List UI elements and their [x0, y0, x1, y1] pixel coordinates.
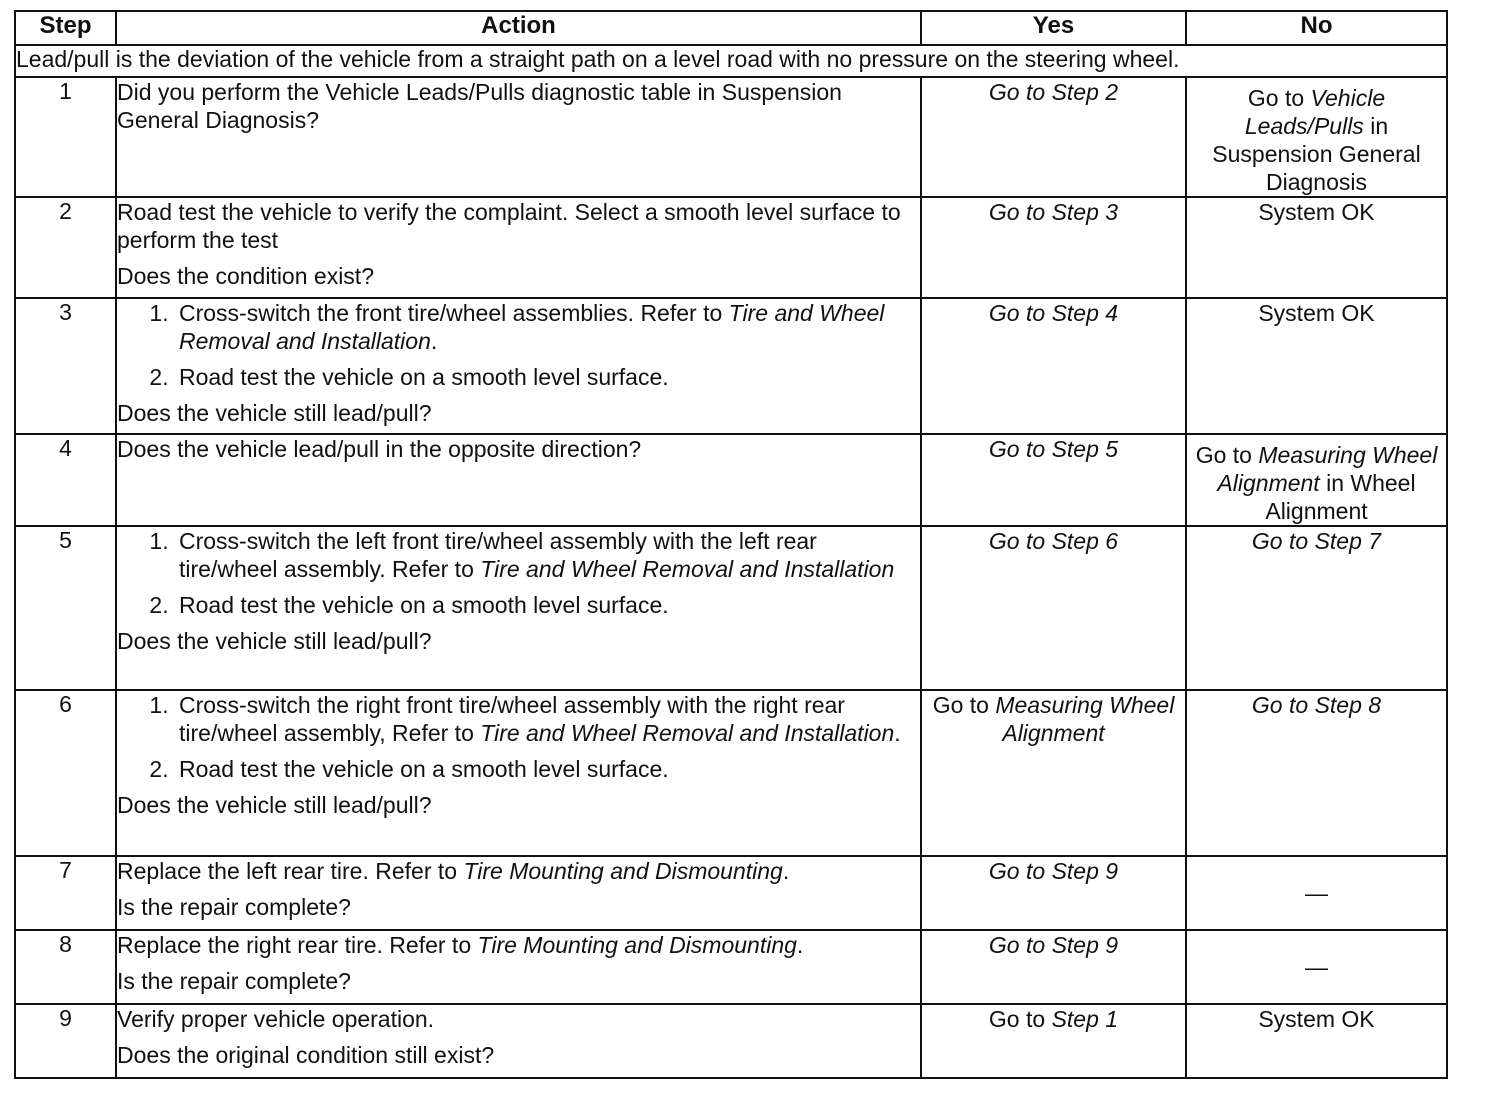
reference-link: Tire and Wheel Removal and Installation — [480, 720, 895, 746]
reference-link: Tire and Wheel Removal and Installation — [179, 300, 885, 354]
table-row — [15, 197, 1447, 298]
procedure-list — [117, 299, 920, 391]
action-question: Is the repair complete? — [117, 894, 351, 920]
action-question: Does the original condition still exist? — [117, 1042, 495, 1068]
reference-link: Tire Mounting and Dismounting — [477, 932, 797, 958]
no-cell: Go to Measuring Wheel Alignment in Wheel Alignment — [1186, 434, 1447, 526]
procedure-item: 1. Cross-switch the left front tire/wheel assembly with the left rear tire/wheel assembly. Refer to Tire and Wheel Removal and Installation — [175, 527, 920, 583]
yes-goto: Go to Step 4 — [988, 300, 1119, 326]
step-number: 2 — [15, 197, 116, 298]
no-dash: — — [1305, 954, 1328, 980]
table-row — [15, 930, 1447, 1004]
reference-link: Tire and Wheel Removal and Installation — [480, 556, 895, 582]
action-text — [116, 77, 921, 197]
yes-goto: Go to Step 6 — [988, 528, 1119, 554]
action-question: Does the vehicle lead/pull in the opposite direction? — [117, 436, 642, 462]
intro-text: Lead/pull is the deviation of the vehicle from a straight path on a level road with no pressure on the steering wheel. — [15, 45, 1447, 77]
action-instruction: Road test the vehicle to verify the complaint. Select a smooth level surface to perform the test — [117, 199, 901, 253]
step-number: 5 — [15, 526, 116, 690]
yes-cell — [921, 77, 1186, 197]
yes-cell: Go to Step 1 — [921, 1004, 1186, 1078]
no-dash: — — [1305, 880, 1328, 906]
action-question: Does the condition exist? — [117, 263, 374, 289]
yes-cell — [921, 856, 1186, 930]
yes-cell — [921, 930, 1186, 1004]
procedure-item: 2. Road test the vehicle on a smooth level surface. — [175, 591, 920, 619]
step-number: 1 — [15, 77, 116, 197]
yes-goto: Go to Step 2 — [988, 79, 1119, 105]
table-row — [15, 856, 1447, 930]
yes-goto: Go to Step 9 — [988, 858, 1119, 884]
no-cell — [1186, 298, 1447, 434]
header-row — [15, 11, 1447, 45]
yes-cell — [921, 197, 1186, 298]
table-row — [15, 434, 1447, 526]
action-question: Does the vehicle still lead/pull? — [117, 400, 432, 426]
reference-link: Measuring Wheel Alignment — [995, 692, 1175, 746]
yes-goto: Go to Step 9 — [988, 932, 1119, 958]
table-row — [15, 690, 1447, 856]
action-text — [116, 434, 921, 526]
header-step: Step — [15, 11, 116, 45]
reference-link: Vehicle Leads/Pulls — [1244, 85, 1386, 139]
yes-cell — [921, 298, 1186, 434]
header-yes: Yes — [921, 11, 1186, 45]
reference-link: Tire Mounting and Dismounting — [463, 858, 783, 884]
action-text — [116, 690, 921, 856]
action-text — [116, 526, 921, 690]
table-row — [15, 526, 1447, 690]
header-no: No — [1186, 11, 1447, 45]
action-instruction: Verify proper vehicle operation. — [117, 1006, 435, 1032]
procedure-item: 2. Road test the vehicle on a smooth level surface. — [175, 363, 920, 391]
no-cell — [1186, 197, 1447, 298]
no-cell — [1186, 526, 1447, 690]
yes-cell — [921, 526, 1186, 690]
action-text — [116, 197, 921, 298]
no-cell — [1186, 856, 1447, 930]
step-number: 4 — [15, 434, 116, 526]
procedure-list — [117, 691, 920, 783]
diagnostic-table — [14, 10, 1448, 1079]
yes-cell: Go to Measuring Wheel Alignment — [921, 690, 1186, 856]
step-number: 8 — [15, 930, 116, 1004]
reference-link: Step 1 — [1051, 1006, 1119, 1032]
action-question: Did you perform the Vehicle Leads/Pulls diagnostic table in Suspension General Diagnosis? — [117, 79, 842, 133]
no-goto: Go to Step 8 — [1251, 692, 1382, 718]
procedure-item: 2. Road test the vehicle on a smooth level surface. — [175, 755, 920, 783]
yes-cell — [921, 434, 1186, 526]
table-row — [15, 1004, 1447, 1078]
action-text — [116, 1004, 921, 1078]
no-result: System OK — [1258, 300, 1375, 326]
intro-row — [15, 45, 1447, 77]
no-result: System OK — [1258, 1006, 1375, 1032]
step-number: 9 — [15, 1004, 116, 1078]
yes-goto: Go to Step 5 — [988, 436, 1119, 462]
reference-link: Measuring Wheel Alignment — [1217, 442, 1438, 496]
procedure-item: 1. Cross-switch the right front tire/wheel assembly with the right rear tire/wheel assembly, Refer to Tire and Wheel Removal and Installation. — [175, 691, 920, 747]
action-text — [116, 930, 921, 1004]
table-row — [15, 77, 1447, 197]
yes-goto: Go to Step 3 — [988, 199, 1119, 225]
step-number: 6 — [15, 690, 116, 856]
step-number: 3 — [15, 298, 116, 434]
action-text — [116, 856, 921, 930]
header-action: Action — [116, 11, 921, 45]
procedure-item: 1. Cross-switch the front tire/wheel assemblies. Refer to Tire and Wheel Removal and Installation. — [175, 299, 920, 355]
action-question: Does the vehicle still lead/pull? — [117, 792, 432, 818]
action-instruction: Replace the left rear tire. Refer to Tire Mounting and Dismounting. — [117, 858, 790, 884]
procedure-list — [117, 527, 920, 619]
no-cell — [1186, 930, 1447, 1004]
step-number: 7 — [15, 856, 116, 930]
no-result: System OK — [1258, 199, 1375, 225]
action-question: Does the vehicle still lead/pull? — [117, 628, 432, 654]
action-question: Is the repair complete? — [117, 968, 351, 994]
no-cell — [1186, 1004, 1447, 1078]
no-cell — [1186, 690, 1447, 856]
table-row — [15, 298, 1447, 434]
no-goto: Go to Step 7 — [1251, 528, 1382, 554]
action-instruction: Replace the right rear tire. Refer to Tire Mounting and Dismounting. — [117, 932, 804, 958]
no-cell: Go to Vehicle Leads/Pulls in Suspension General Diagnosis — [1186, 77, 1447, 197]
action-text — [116, 298, 921, 434]
